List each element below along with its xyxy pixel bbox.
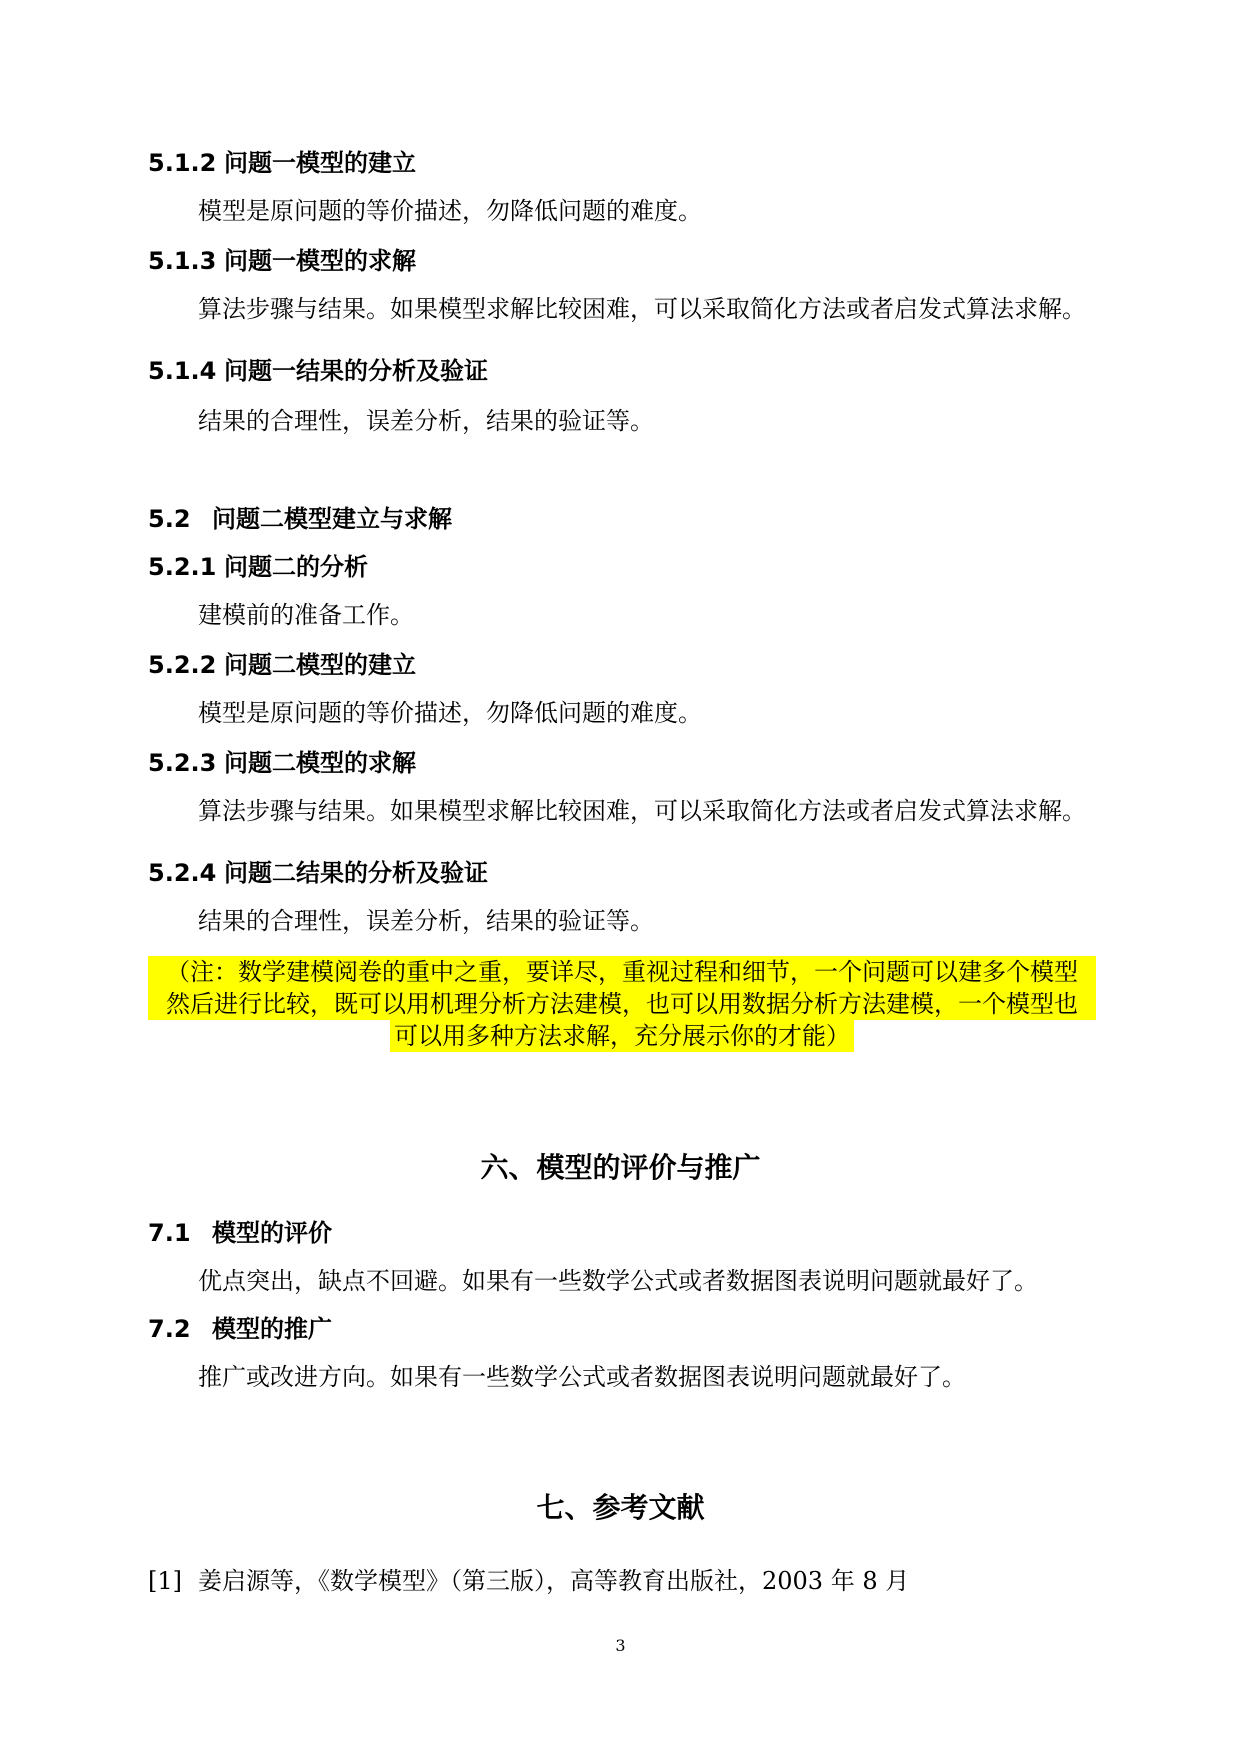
paragraph-5-1-2: 模型是原问题的等价描述，勿降低问题的难度。 [198,197,702,225]
paragraph-5-2-1: 建模前的准备工作。 [198,601,414,629]
paragraph-5-2-2: 模型是原问题的等价描述，勿降低问题的难度。 [198,699,702,727]
heading-7-1 [148,1218,332,1248]
heading-5-2-2 [148,650,416,680]
heading-number: 5.2.3 [148,749,217,777]
heading-title: 问题二模型的求解 [224,749,416,777]
heading-number: 5.1.4 [148,357,217,385]
heading-5-1-3 [148,246,416,276]
paragraph-7-1: 优点突出，缺点不回避。如果有一些数学公式或者数据图表说明问题就最好了。 [198,1267,1038,1295]
heading-number: 7.2 [148,1315,191,1343]
heading-title: 问题一模型的建立 [224,149,416,177]
heading-title: 问题二模型建立与求解 [212,505,452,533]
reference-number: [1] [148,1567,182,1595]
paragraph-5-1-4: 结果的合理性，误差分析，结果的验证等。 [198,407,654,435]
note-line-1: （注：数学建模阅卷的重中之重，要详尽，重视过程和细节，一个问题可以建多个模型 [148,956,1096,988]
heading-number: 5.2.2 [148,651,217,679]
heading-number: 5.1.3 [148,247,217,275]
heading-5-2-1 [148,552,368,582]
heading-number: 5.1.2 [148,149,217,177]
paragraph-5-2-4: 结果的合理性，误差分析，结果的验证等。 [198,907,654,935]
heading-7-2 [148,1314,332,1344]
heading-number: 5.2.1 [148,553,217,581]
heading-number: 5.2 [148,505,191,533]
note-line-2: 然后进行比较，既可以用机理分析方法建模，也可以用数据分析方法建模，一个模型也 [148,988,1096,1020]
reference-text: 姜启源等，《数学模型》（第三版），高等教育出版社，2003 年 8 月 [198,1567,910,1595]
paragraph-7-2: 推广或改进方向。如果有一些数学公式或者数据图表说明问题就最好了。 [198,1363,966,1391]
reference-item [148,1566,909,1596]
heading-title: 问题二的分析 [224,553,368,581]
highlighted-note [148,956,1096,1052]
paragraph-5-1-3: 算法步骤与结果。如果模型求解比较困难，可以采取简化方法或者启发式算法求解。 [198,295,1086,323]
heading-title: 问题二结果的分析及验证 [224,859,488,887]
heading-5-2-4 [148,858,488,888]
note-line-3: 可以用多种方法求解，充分展示你的才能） [390,1020,854,1052]
heading-number: 7.1 [148,1219,191,1247]
heading-5-1-2 [148,148,416,178]
page-number: 3 [615,1636,626,1655]
heading-5-2-3 [148,748,416,778]
heading-title: 问题二模型的建立 [224,651,416,679]
heading-5-2 [148,504,452,534]
chapter-heading-6: 六、模型的评价与推广 [480,1151,761,1184]
heading-title: 问题一模型的求解 [224,247,416,275]
heading-title: 问题一结果的分析及验证 [224,357,488,385]
heading-5-1-4 [148,356,488,386]
chapter-heading-7: 七、参考文献 [536,1491,705,1524]
paragraph-5-2-3: 算法步骤与结果。如果模型求解比较困难，可以采取简化方法或者启发式算法求解。 [198,797,1086,825]
heading-title: 模型的推广 [212,1315,332,1343]
heading-number: 5.2.4 [148,859,217,887]
heading-title: 模型的评价 [212,1219,332,1247]
